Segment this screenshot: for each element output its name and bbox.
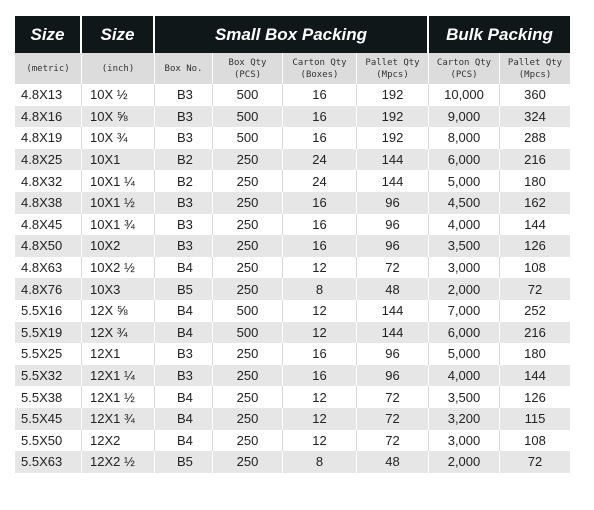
cell-bulk-pallet-qty: 108 — [524, 432, 546, 448]
subheader-inch: (inch) — [82, 53, 155, 84]
cell-pallet-qty: 144 — [357, 170, 429, 192]
table-row — [15, 106, 570, 128]
cell-carton-qty: 16 — [283, 235, 357, 257]
cell-carton-qty: 12 — [283, 300, 357, 322]
cell-size-inch: 10X1 ¾ — [82, 214, 155, 236]
cell-size-metric: 5.5X50 — [15, 430, 82, 452]
header-size-metric: Size — [15, 16, 82, 53]
cell-box-qty: 250 — [213, 192, 283, 214]
table-row — [15, 192, 570, 214]
header-bulk-packing: Bulk Packing — [446, 24, 553, 44]
cell-box-no: B4 — [155, 257, 213, 279]
cell-carton-qty: 12 — [283, 322, 357, 344]
cell-bulk-carton-qty: 2,000 — [429, 451, 500, 473]
cell-bulk-carton-qty: 10,000 — [429, 84, 500, 106]
subheader-metric: (metric) — [15, 53, 82, 84]
cell-size-metric: 4.8X19 — [15, 127, 82, 149]
cell-carton-qty: 16 — [283, 106, 357, 128]
table-row — [15, 343, 570, 365]
cell-bulk-pallet-qty: 324 — [524, 108, 546, 124]
cell-box-qty: 250 — [213, 149, 283, 171]
cell-bulk-pallet-qty: 108 — [524, 260, 546, 276]
cell-box-qty: 250 — [213, 235, 283, 257]
cell-size-inch: 12X ⅝ — [82, 300, 155, 322]
cell-pallet-qty: 48 — [357, 451, 429, 473]
cell-bulk-pallet-qty: 216 — [524, 324, 546, 340]
cell-bulk-carton-qty: 4,000 — [429, 365, 500, 387]
subheader-carton-qty-bulk: Carton Qty (PCS) — [429, 53, 500, 84]
cell-pallet-qty: 144 — [357, 322, 429, 344]
cell-bulk-pallet-qty: 72 — [527, 454, 543, 470]
cell-box-no: B4 — [155, 300, 213, 322]
table-row — [15, 451, 570, 473]
cell-size-inch: 12X2 — [82, 430, 155, 452]
cell-box-qty: 250 — [213, 214, 283, 236]
table-row — [15, 127, 570, 149]
cell-box-qty: 250 — [213, 408, 283, 430]
cell-box-qty: 250 — [213, 278, 283, 300]
cell-bulk-carton-qty: 6,000 — [429, 149, 500, 171]
cell-box-qty: 250 — [213, 257, 283, 279]
packing-table — [15, 16, 570, 473]
cell-size-metric: 5.5X63 — [15, 451, 82, 473]
cell-size-metric: 4.8X25 — [15, 149, 82, 171]
cell-bulk-carton-qty: 4,000 — [429, 214, 500, 236]
cell-box-qty: 500 — [213, 300, 283, 322]
subheader-pallet-qty-bulk: Pallet Qty (Mpcs) — [507, 57, 563, 80]
cell-box-qty: 250 — [213, 451, 283, 473]
cell-box-no: B4 — [155, 322, 213, 344]
table-row — [15, 300, 570, 322]
cell-bulk-carton-qty: 2,000 — [429, 278, 500, 300]
cell-size-inch: 10X3 — [82, 278, 155, 300]
cell-box-no: B5 — [155, 278, 213, 300]
cell-pallet-qty: 72 — [357, 430, 429, 452]
cell-bulk-carton-qty: 3,500 — [429, 386, 500, 408]
subheader-box-no: Box No. — [155, 53, 213, 84]
cell-size-metric: 5.5X38 — [15, 386, 82, 408]
cell-pallet-qty: 96 — [357, 192, 429, 214]
cell-box-qty: 250 — [213, 343, 283, 365]
table-row — [15, 170, 570, 192]
cell-pallet-qty: 48 — [357, 278, 429, 300]
cell-carton-qty: 8 — [283, 278, 357, 300]
cell-bulk-carton-qty: 9,000 — [429, 106, 500, 128]
header-small-box-packing: Small Box Packing — [155, 16, 429, 53]
cell-pallet-qty: 72 — [357, 386, 429, 408]
cell-size-inch: 10X ½ — [82, 84, 155, 106]
cell-size-metric: 5.5X19 — [15, 322, 82, 344]
cell-box-no: B3 — [155, 127, 213, 149]
table-row — [15, 365, 570, 387]
cell-box-qty: 500 — [213, 322, 283, 344]
cell-size-inch: 12X1 — [82, 343, 155, 365]
cell-pallet-qty: 192 — [357, 84, 429, 106]
cell-bulk-pallet-qty: 126 — [524, 389, 546, 405]
cell-bulk-carton-qty: 5,000 — [429, 343, 500, 365]
cell-size-metric: 5.5X45 — [15, 408, 82, 430]
table-row — [15, 430, 570, 452]
subheader-pallet-qty-small: Pallet Qty (Mpcs) — [357, 53, 429, 84]
table-row — [15, 149, 570, 171]
cell-size-metric: 4.8X32 — [15, 170, 82, 192]
cell-pallet-qty: 144 — [357, 149, 429, 171]
subheader-row — [15, 53, 570, 84]
header-row — [15, 16, 570, 53]
cell-pallet-qty: 192 — [357, 127, 429, 149]
cell-size-inch: 10X2 — [82, 235, 155, 257]
cell-bulk-pallet-qty: 288 — [524, 130, 546, 146]
cell-bulk-carton-qty: 7,000 — [429, 300, 500, 322]
cell-carton-qty: 16 — [283, 365, 357, 387]
cell-carton-qty: 16 — [283, 192, 357, 214]
table-body — [15, 84, 570, 473]
cell-carton-qty: 16 — [283, 343, 357, 365]
cell-bulk-carton-qty: 3,200 — [429, 408, 500, 430]
cell-carton-qty: 16 — [283, 84, 357, 106]
cell-size-metric: 4.8X13 — [15, 84, 82, 106]
cell-size-metric: 4.8X76 — [15, 278, 82, 300]
cell-bulk-carton-qty: 3,500 — [429, 235, 500, 257]
cell-box-qty: 500 — [213, 106, 283, 128]
cell-carton-qty: 8 — [283, 451, 357, 473]
cell-box-no: B2 — [155, 149, 213, 171]
cell-size-inch: 12X2 ½ — [82, 451, 155, 473]
cell-box-qty: 500 — [213, 127, 283, 149]
cell-box-no: B4 — [155, 386, 213, 408]
cell-size-inch: 10X1 ½ — [82, 192, 155, 214]
header-size-inch: Size — [82, 16, 155, 53]
table-row — [15, 322, 570, 344]
cell-size-inch: 12X1 ½ — [82, 386, 155, 408]
cell-size-metric: 5.5X16 — [15, 300, 82, 322]
cell-size-metric: 4.8X45 — [15, 214, 82, 236]
cell-carton-qty: 12 — [283, 386, 357, 408]
cell-size-inch: 10X1 — [82, 149, 155, 171]
cell-bulk-pallet-qty: 115 — [524, 411, 546, 427]
cell-bulk-pallet-qty: 144 — [524, 368, 546, 384]
cell-bulk-pallet-qty: 252 — [524, 303, 546, 319]
cell-box-no: B3 — [155, 106, 213, 128]
cell-size-inch: 10X2 ½ — [82, 257, 155, 279]
cell-carton-qty: 12 — [283, 257, 357, 279]
cell-carton-qty: 16 — [283, 214, 357, 236]
cell-pallet-qty: 96 — [357, 214, 429, 236]
cell-pallet-qty: 144 — [357, 300, 429, 322]
cell-bulk-pallet-qty: 162 — [524, 195, 546, 211]
cell-carton-qty: 24 — [283, 149, 357, 171]
cell-bulk-carton-qty: 6,000 — [429, 322, 500, 344]
cell-box-no: B3 — [155, 235, 213, 257]
cell-bulk-pallet-qty: 216 — [524, 152, 546, 168]
cell-size-metric: 5.5X32 — [15, 365, 82, 387]
cell-pallet-qty: 96 — [357, 235, 429, 257]
cell-size-inch: 10X ⅝ — [82, 106, 155, 128]
cell-box-qty: 500 — [213, 84, 283, 106]
cell-box-no: B4 — [155, 408, 213, 430]
cell-bulk-carton-qty: 4,500 — [429, 192, 500, 214]
cell-box-no: B3 — [155, 84, 213, 106]
cell-bulk-pallet-qty: 144 — [524, 216, 546, 232]
cell-box-no: B4 — [155, 430, 213, 452]
cell-bulk-pallet-qty: 360 — [524, 87, 546, 103]
cell-bulk-pallet-qty: 180 — [524, 173, 546, 189]
cell-size-inch: 10X ¾ — [82, 127, 155, 149]
cell-size-metric: 4.8X16 — [15, 106, 82, 128]
cell-box-qty: 250 — [213, 365, 283, 387]
cell-size-metric: 5.5X25 — [15, 343, 82, 365]
cell-box-no: B3 — [155, 192, 213, 214]
cell-pallet-qty: 72 — [357, 408, 429, 430]
subheader-carton-qty: Carton Qty (Boxes) — [283, 53, 357, 84]
cell-pallet-qty: 96 — [357, 365, 429, 387]
cell-size-metric: 4.8X63 — [15, 257, 82, 279]
cell-pallet-qty: 72 — [357, 257, 429, 279]
cell-size-metric: 4.8X50 — [15, 235, 82, 257]
cell-box-no: B5 — [155, 451, 213, 473]
cell-pallet-qty: 192 — [357, 106, 429, 128]
table-row — [15, 235, 570, 257]
cell-carton-qty: 24 — [283, 170, 357, 192]
cell-carton-qty: 12 — [283, 430, 357, 452]
cell-size-inch: 12X1 ¼ — [82, 365, 155, 387]
cell-box-no: B2 — [155, 170, 213, 192]
cell-bulk-carton-qty: 3,000 — [429, 430, 500, 452]
cell-size-inch: 10X1 ¼ — [82, 170, 155, 192]
cell-box-no: B3 — [155, 365, 213, 387]
table-row — [15, 408, 570, 430]
cell-bulk-pallet-qty: 72 — [527, 281, 543, 297]
cell-size-inch: 12X1 ¾ — [82, 408, 155, 430]
cell-carton-qty: 16 — [283, 127, 357, 149]
cell-bulk-pallet-qty: 126 — [524, 238, 546, 254]
cell-size-metric: 4.8X38 — [15, 192, 82, 214]
table-row — [15, 257, 570, 279]
table-row — [15, 214, 570, 236]
cell-box-qty: 250 — [213, 170, 283, 192]
cell-box-qty: 250 — [213, 430, 283, 452]
cell-box-no: B3 — [155, 214, 213, 236]
cell-pallet-qty: 96 — [357, 343, 429, 365]
cell-bulk-carton-qty: 8,000 — [429, 127, 500, 149]
table-row — [15, 278, 570, 300]
cell-box-qty: 250 — [213, 386, 283, 408]
subheader-box-qty: Box Qty (PCS) — [213, 53, 283, 84]
table-row — [15, 84, 570, 106]
cell-carton-qty: 12 — [283, 408, 357, 430]
cell-size-inch: 12X ¾ — [82, 322, 155, 344]
cell-bulk-carton-qty: 5,000 — [429, 170, 500, 192]
cell-bulk-pallet-qty: 180 — [524, 346, 546, 362]
cell-bulk-carton-qty: 3,000 — [429, 257, 500, 279]
table-row — [15, 386, 570, 408]
cell-box-no: B3 — [155, 343, 213, 365]
